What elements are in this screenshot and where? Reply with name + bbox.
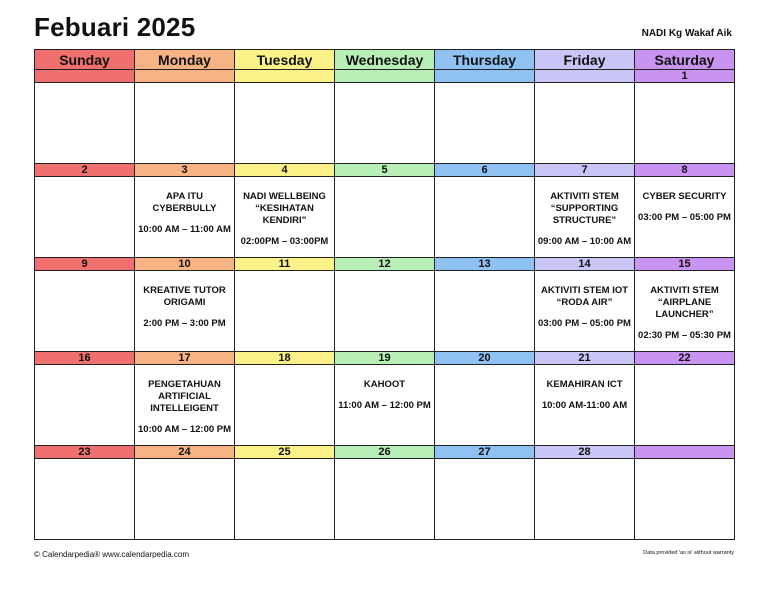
date-number: 16 (35, 352, 135, 365)
weekday-header-sunday: Sunday (35, 50, 135, 70)
day-cell[interactable] (535, 177, 635, 258)
event-time: 11:00 AM – 12:00 PM (338, 399, 431, 411)
date-number (635, 446, 735, 459)
day-cell[interactable] (35, 365, 135, 446)
date-number-row (35, 258, 735, 271)
date-number: 8 (635, 164, 735, 177)
day-cell[interactable] (635, 177, 735, 258)
date-number: 7 (535, 164, 635, 177)
event-title: PENGETAHUAN ARTIFICIAL INTELLEIGENT (148, 379, 221, 414)
day-cell[interactable] (535, 271, 635, 352)
week-row (35, 446, 735, 540)
organization-label: NADI Kg Wakaf Aik (641, 28, 732, 39)
day-cell[interactable] (235, 271, 335, 352)
event-time: 09:00 AM – 10:00 AM (537, 235, 632, 247)
day-cell[interactable] (35, 83, 135, 164)
day-cell[interactable] (635, 83, 735, 164)
date-number-row (35, 446, 735, 459)
day-cell[interactable] (535, 459, 635, 540)
day-cell[interactable] (135, 365, 235, 446)
date-number: 17 (135, 352, 235, 365)
footer-credit: © Calendarpedia® www.calendarpedia.com (34, 550, 189, 559)
event-title: CYBER SECURITY (642, 191, 727, 202)
week-row (35, 352, 735, 446)
day-cells-row (35, 83, 735, 164)
date-number: 5 (335, 164, 435, 177)
day-cell[interactable] (335, 177, 435, 258)
day-cell[interactable] (235, 83, 335, 164)
date-number (535, 70, 635, 83)
event-time: 10:00 AM-11:00 AM (541, 399, 628, 411)
weekday-header-tuesday: Tuesday (235, 50, 335, 70)
day-cell[interactable] (535, 83, 635, 164)
event-time: 03:00 PM – 05:00 PM (538, 317, 631, 329)
day-cell[interactable] (635, 365, 735, 446)
date-number: 9 (35, 258, 135, 271)
event-time: 02:00PM – 03:00PM (240, 235, 329, 247)
day-cell[interactable] (235, 177, 335, 258)
day-cell[interactable] (135, 83, 235, 164)
event-title: AKTIVITI STEM “SUPPORTING STRUCTURE” (550, 191, 619, 226)
week-row (35, 164, 735, 258)
date-number: 13 (435, 258, 535, 271)
day-cell[interactable] (235, 365, 335, 446)
event-title: KEMAHIRAN ICT (546, 379, 623, 390)
event-title: APA ITU CYBERBULLY (152, 191, 217, 214)
date-number: 10 (135, 258, 235, 271)
event-title: KREATIVE TUTOR ORIGAMI (143, 285, 226, 308)
date-number: 6 (435, 164, 535, 177)
event-time: 03:00 PM – 05:00 PM (638, 211, 731, 223)
event-title: KAHOOT (363, 379, 406, 390)
date-number: 18 (235, 352, 335, 365)
date-number-row (35, 352, 735, 365)
date-number: 25 (235, 446, 335, 459)
date-number-row (35, 164, 735, 177)
date-number: 12 (335, 258, 435, 271)
day-cell[interactable] (235, 459, 335, 540)
day-cell[interactable] (435, 83, 535, 164)
day-cells-row (35, 459, 735, 540)
calendar-grid (34, 49, 735, 540)
day-cells-row (35, 365, 735, 446)
date-number: 2 (35, 164, 135, 177)
week-row (35, 70, 735, 164)
date-number: 21 (535, 352, 635, 365)
weekday-header-wednesday: Wednesday (335, 50, 435, 70)
week-row (35, 258, 735, 352)
weeks-container (35, 70, 735, 540)
date-number: 26 (335, 446, 435, 459)
date-number: 24 (135, 446, 235, 459)
calendar-title: Febuari 2025 (34, 12, 196, 42)
event-time: 10:00 AM – 12:00 PM (137, 423, 232, 435)
date-number: 14 (535, 258, 635, 271)
day-cell[interactable] (435, 365, 535, 446)
event-time: 10:00 AM – 11:00 AM (138, 223, 231, 235)
day-cells-row (35, 271, 735, 352)
date-number: 20 (435, 352, 535, 365)
day-cell[interactable] (335, 83, 435, 164)
event-title: AKTIVITI STEM “AIRPLANE LAUNCHER” (650, 285, 719, 320)
day-cell[interactable] (335, 459, 435, 540)
date-number (235, 70, 335, 83)
day-cell[interactable] (435, 271, 535, 352)
date-number-row (35, 70, 735, 83)
day-cell[interactable] (335, 365, 435, 446)
weekday-header-saturday: Saturday (635, 50, 735, 70)
day-cell[interactable] (635, 271, 735, 352)
day-cell[interactable] (135, 271, 235, 352)
event-title: NADI WELLBEING “KESIHATAN KENDIRI” (243, 191, 326, 226)
day-cell[interactable] (35, 459, 135, 540)
date-number (135, 70, 235, 83)
day-cell[interactable] (35, 177, 135, 258)
date-number: 15 (635, 258, 735, 271)
day-cell[interactable] (435, 177, 535, 258)
footer-disclaimer: Data provided 'as is' without warranty (643, 550, 734, 556)
day-cell[interactable] (535, 365, 635, 446)
date-number: 23 (35, 446, 135, 459)
date-number (35, 70, 135, 83)
date-number (335, 70, 435, 83)
date-number (435, 70, 535, 83)
date-number: 3 (135, 164, 235, 177)
day-cell[interactable] (335, 271, 435, 352)
day-cell[interactable] (35, 271, 135, 352)
date-number: 11 (235, 258, 335, 271)
date-number: 28 (535, 446, 635, 459)
event-time: 02:30 PM – 05:30 PM (638, 329, 731, 341)
day-cells-row (35, 177, 735, 258)
event-title: AKTIVITI STEM IOT “RODA AIR” (540, 285, 629, 308)
day-cell[interactable] (635, 459, 735, 540)
date-number: 4 (235, 164, 335, 177)
date-number: 27 (435, 446, 535, 459)
weekday-header-thursday: Thursday (435, 50, 535, 70)
weekday-header-monday: Monday (135, 50, 235, 70)
date-number: 22 (635, 352, 735, 365)
date-number: 19 (335, 352, 435, 365)
date-number: 1 (635, 70, 735, 83)
event-time: 2:00 PM – 3:00 PM (143, 317, 226, 329)
weekday-header-row (35, 50, 735, 70)
day-cell[interactable] (135, 177, 235, 258)
weekday-header-friday: Friday (535, 50, 635, 70)
day-cell[interactable] (135, 459, 235, 540)
day-cell[interactable] (435, 459, 535, 540)
